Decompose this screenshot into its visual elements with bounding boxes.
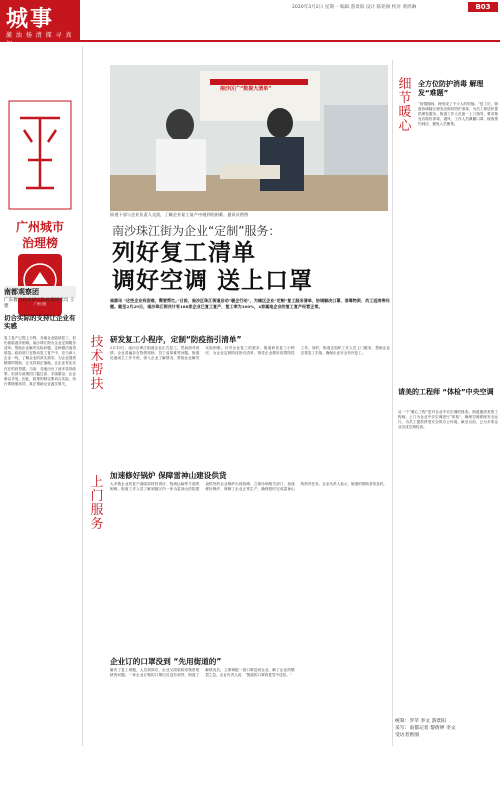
right-title1: 全方位防护消毒 解理发“难题” (418, 80, 484, 97)
photo-caption: 街道干部与企业负责人交流，了解企业复工复产中遇到的困难。通讯员供图 (110, 212, 249, 217)
banner-line2: 治理榜 (21, 236, 58, 250)
banner-decoration-icon (8, 100, 72, 210)
section2-body: 大多数企业的复产面临原材料供应、物流运输等方面的困难。街道工作人员了解到辖区内一家为雷神山医院建设供货的企业锅炉出现故障，立即协调相关部门，加速修好锅炉，保障了企业正常生产，确保按时完成雷神山的供货任务。企业负责人表示，街道的帮助非常及时。 (110, 482, 387, 492)
section-subtitle: 激 浊 扬 清 探 寻 真 (6, 32, 73, 39)
guest-headline: 切合实际的支持让企业有实感 (4, 314, 76, 330)
photo-banner-text: 南沙区广“数提大清单” (220, 86, 272, 92)
section1-title: 研发复工小程序，定制“防疫指引清单” (110, 335, 242, 344)
column-divider (82, 46, 83, 746)
badge-text: 广州日报 (33, 302, 47, 306)
column-name: 南都观察团 (4, 286, 76, 298)
feature-photo (110, 65, 388, 211)
page-number: B03 (468, 2, 498, 12)
dateline: 2020年3月2日 星期一 编辑 游景阳 设计 陈铭俊 校对 黄鸿琳 (292, 5, 417, 10)
left-column (0, 42, 80, 750)
section-title: 城事 (6, 7, 55, 32)
section1-side-tag: 技术帮扶 (90, 335, 104, 392)
right-body2: 另一个“暖心工程”是对企业中央空调的排查。街道邀请美的工程师，上门为企业中央空调进行“体检”，确保空调系统安全运行，为员工提供舒适安全的办公环境。截至目前，已为多家企业完成空调检查。 (398, 410, 498, 430)
staff-credits: 统筹：罗苹 李文 游景阳 采写：南都记者 黎倩婷 李文 受访者供图 (395, 719, 456, 738)
city-governance-banner (8, 100, 72, 210)
right-body1: “疫情期间，理发成了不少人的烦恼。”复工后，街道协调辖区理发店做好防护消毒，为员工和居民提供理发服务。街道工作人员逐一上门指导，要求理发店做好消毒、通风，工作人员佩戴口罩，顾客预约到店，避免人员聚集。 (418, 102, 498, 127)
headline-line1: 列好复工清单 (112, 240, 256, 266)
section2-side-tag: 上门服务 (90, 475, 104, 532)
right-title2: 请美的工程师 “体检”中央空调 (398, 388, 494, 396)
right-divider (392, 60, 393, 746)
section-brand (0, 0, 80, 42)
guest-title: 广东数字政府研究院政策研究员 王建 (4, 298, 75, 309)
section3-title: 企业订的口罩没到 “先用街道的” (110, 657, 222, 666)
right-side-tag: 细节暖心 (398, 77, 412, 134)
section1-body: 2月10日，南沙区珠江街道企业正式复工，然而面对疫情，企业普遍存在物资短缺、员工返岗难等问题。街道迅速成立工作专班，深入企业了解情况，帮助企业解决实际困难。针对企业复工的需求，街道研发复工小程序，为企业定制防疫指引清单，指导企业做好疫情防控工作。同时，街道还组织工作人员上门服务，帮助企业完善复工手续，确保企业安全有序复工。 (110, 346, 390, 361)
banner-line1: 广州城市 (15, 220, 64, 234)
header-rule (80, 40, 500, 42)
guest-body: 复工复产已提上日程，各地企业陆续复工，但仍面临诸多困难。南沙珠江街为企业定制服务清单，帮助企业解决实际问题，这种做法值得借鉴。政府部门在推动复工复产中，应当深入企业一线，了解企业的真实需求，为企业提供精准的帮助，让支持真正落地，让企业有实实在在的获得感。当前，各地出台了诸多扶持政策，但部分政策因门槛过高、手续繁杂，企业难以享受。因此，政策的制定要切合实际，执行要简便高效，真正帮助企业渡过难关。 (4, 336, 76, 386)
headline-line2: 调好空调 送上口罩 (112, 268, 314, 294)
lead-paragraph: 南都讯 “这些企业有困难，需要帮忙。”日前，南沙区珠江街道启动“暖企行动”，为辖区企业“定制”复工服务清单，协调解决口罩、消毒物资、员工返岗等问题。截至2月29日，南沙珠江街共计有188家企业已复工复产，复工率为100%，4家属地企业的复工复产经营正常。 (110, 298, 390, 310)
headline-kicker: 南沙珠江街为企业“定制”服务： (112, 224, 281, 238)
section2-title: 加速修好锅炉 保障雷神山建设供货 (110, 471, 227, 480)
section3-body: 解决了复工难题，人员到岗后，企业又面临防疫物资短缺的问题。一家企业订购的口罩迟迟没有到货，街道了解情况后，立即调配一批口罩送到企业，解了企业的燃眉之急。企业负责人说：“街道的口罩真是雪中送炭。” (110, 668, 295, 678)
